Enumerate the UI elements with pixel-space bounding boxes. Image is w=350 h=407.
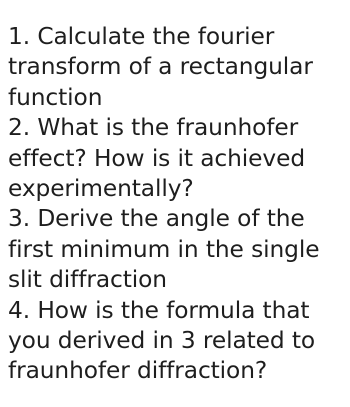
question-list xyxy=(8,22,344,387)
question-3: 3. Derive the angle of the first minimum in the single slit diffraction xyxy=(8,205,320,294)
question-1: 1. Calculate the fourier transform of a rectangular function xyxy=(8,23,313,111)
question-2: 2. What is the fraunhofer effect? How is it achieved experimentally? xyxy=(8,114,306,203)
question-4: 4. How is the formula that you derived in 3 related to fraunhofer diffraction? xyxy=(8,296,316,385)
